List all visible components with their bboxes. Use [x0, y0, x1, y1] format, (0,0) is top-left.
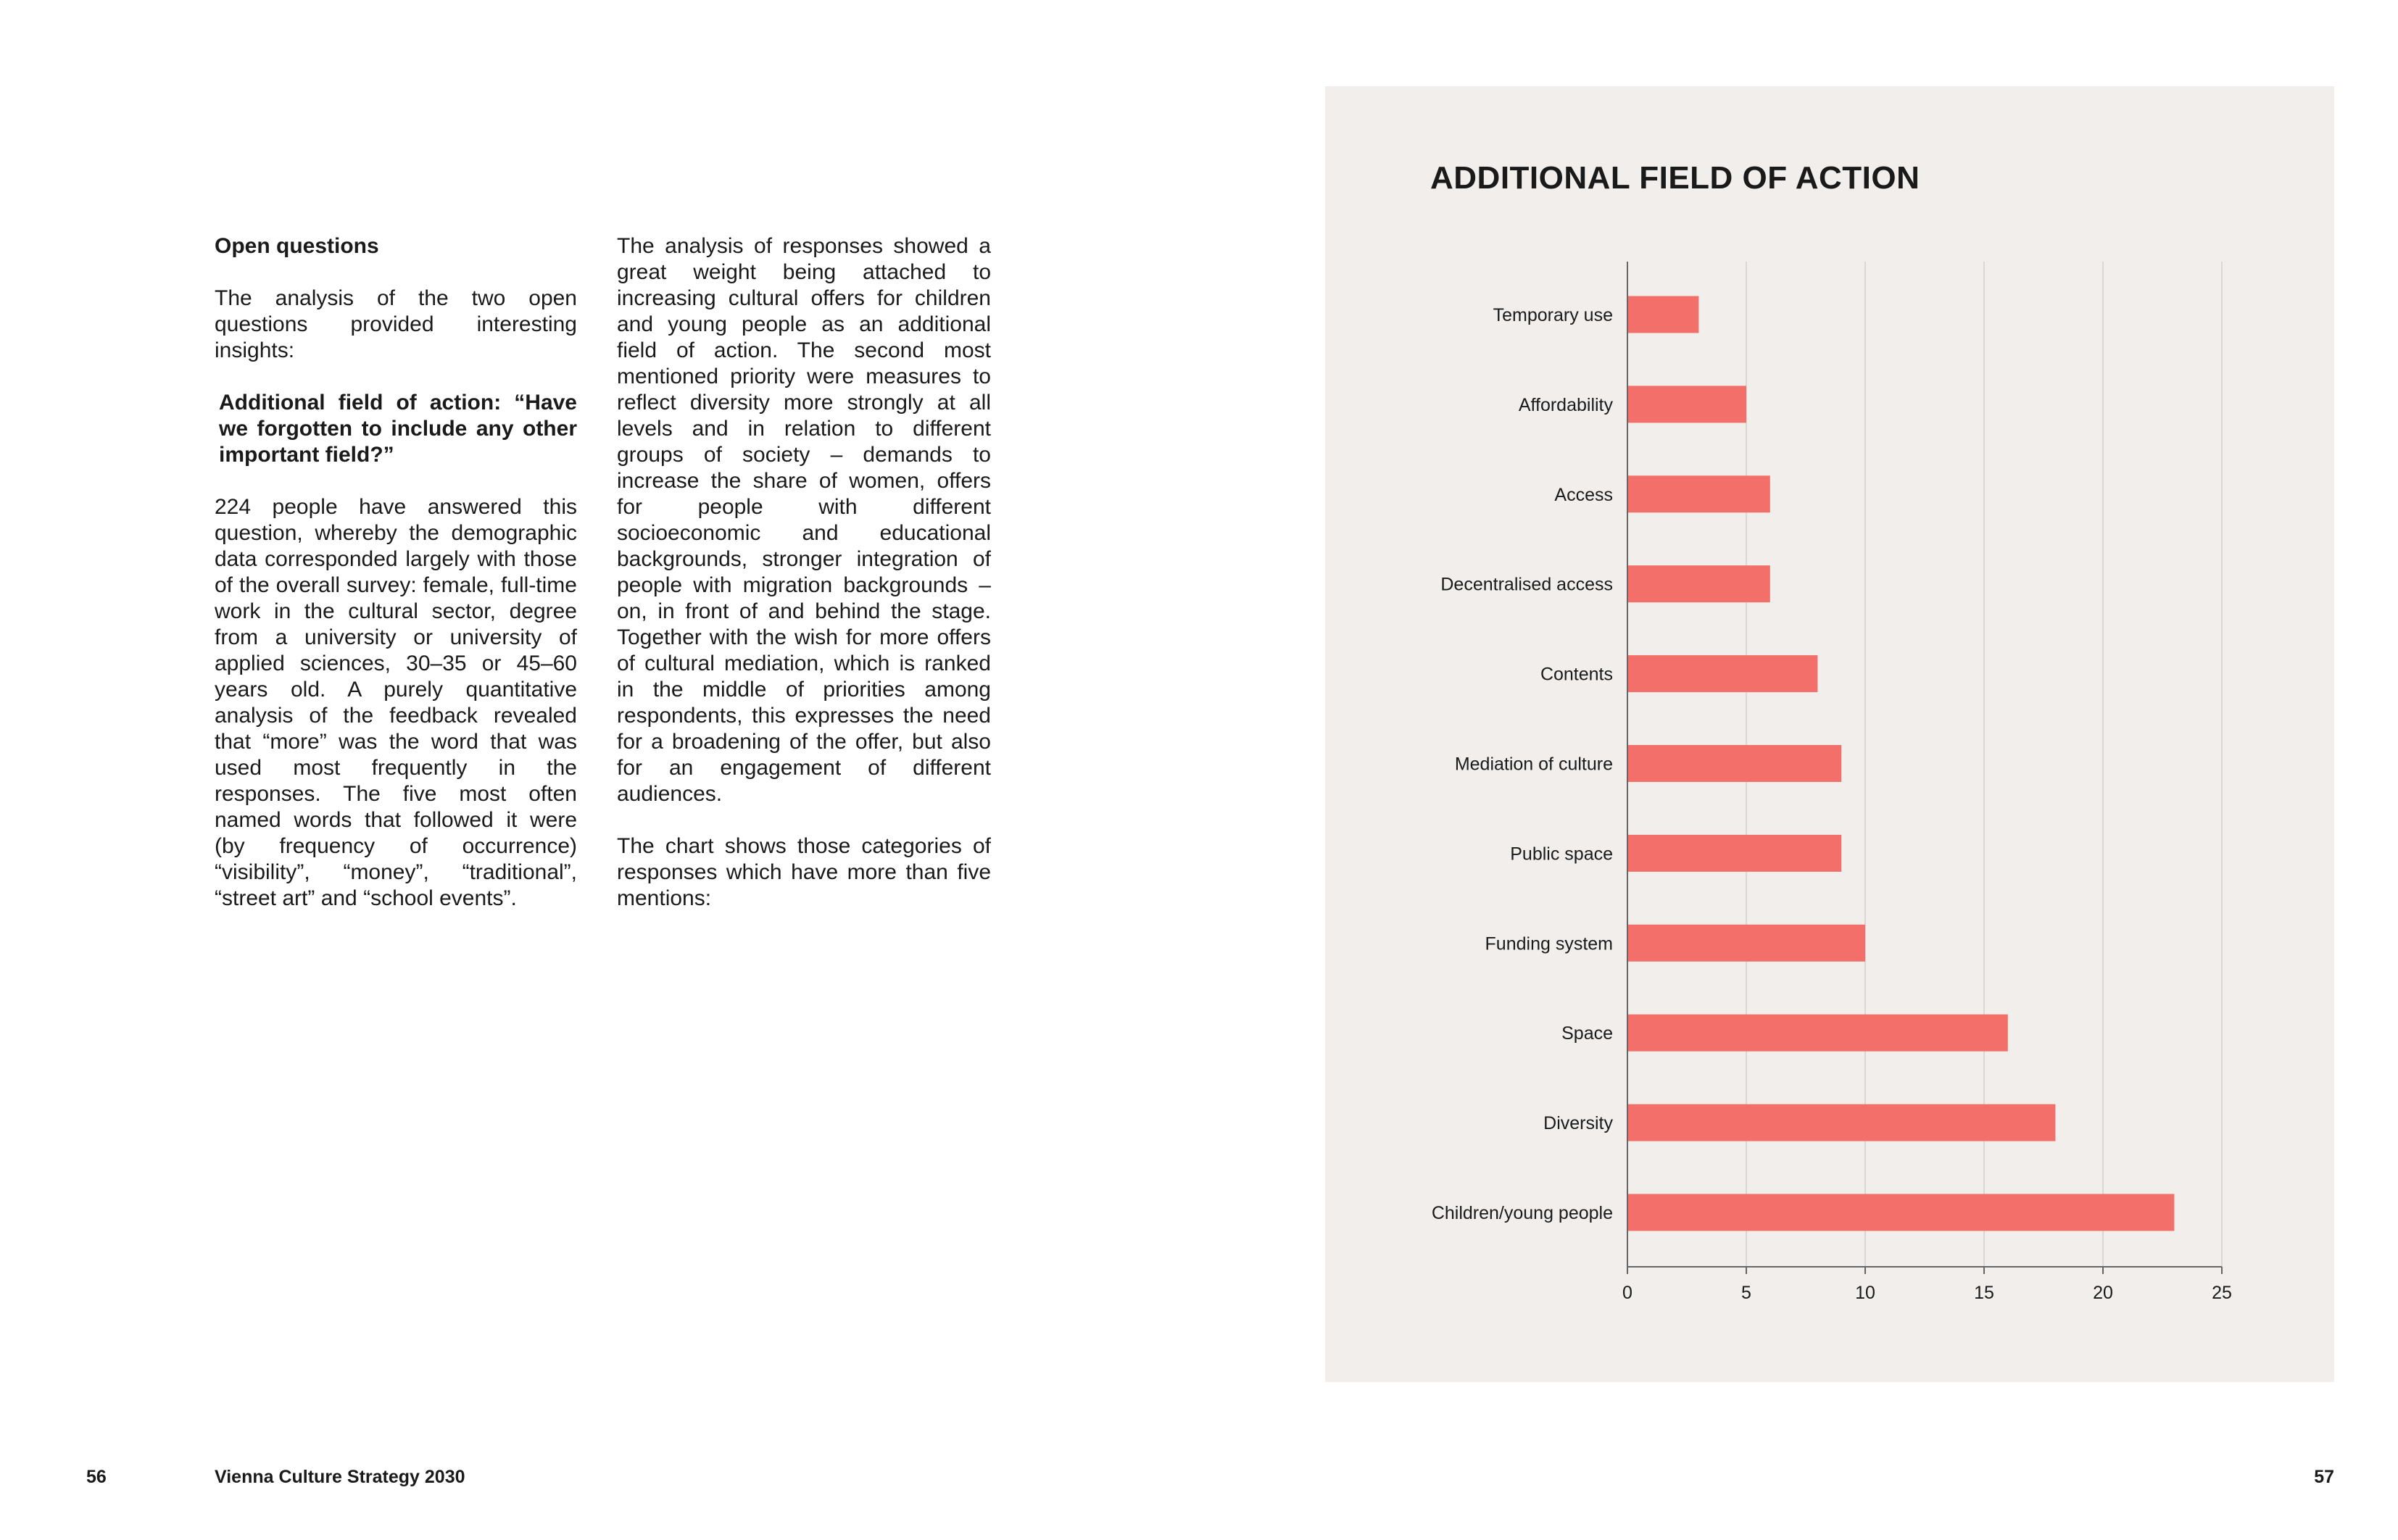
category-label: Affordability — [1518, 394, 1613, 415]
survey-paragraph: 224 people have answered this question, whereby the demographic data corresponded largely with those of the overall survey: female, full-time work in the cultural sector, degree from a university or university of applied sciences, 30–35 or 45–60 years old. A purely quantitative analysis of the feedback revealed that “more” was the word that was used most frequently in the responses. The five most often named words that followed it were (by frequency of occurrence) “visibility”, “money”, “traditional”, “street art” and “school events”. — [215, 495, 577, 910]
chart-title: ADDITIONAL FIELD OF ACTION — [1430, 160, 1920, 196]
category-label: Temporary use — [1493, 305, 1613, 325]
intro-paragraph: The analysis of the two open questions provided interesting insights: — [215, 286, 577, 362]
section-heading: Open questions — [215, 234, 379, 258]
bar — [1628, 835, 1841, 872]
page-number-right: 57 — [2314, 1467, 2334, 1487]
bar — [1628, 1104, 2055, 1141]
bar — [1628, 475, 1770, 512]
category-label: Space — [1561, 1023, 1613, 1044]
bar — [1628, 655, 1817, 692]
bar — [1628, 1194, 2174, 1231]
bar — [1628, 1015, 2008, 1052]
chart-panel — [1325, 86, 2334, 1382]
page-number-left: 56 — [86, 1467, 107, 1487]
middle-text-column — [617, 233, 991, 938]
chart-intro-paragraph: The chart shows those categories of responses which have more than five mentions: — [617, 834, 991, 910]
bar — [1628, 925, 1865, 962]
category-label: Access — [1554, 484, 1613, 505]
category-label: Children/young people — [1431, 1203, 1613, 1223]
bar — [1628, 296, 1698, 333]
bar — [1628, 565, 1770, 602]
bar — [1628, 386, 1746, 423]
category-label: Mediation of culture — [1454, 754, 1613, 775]
x-tick-label: 10 — [1855, 1283, 1875, 1303]
bar-chart — [1325, 86, 2334, 1382]
x-tick-label: 20 — [2093, 1283, 2113, 1303]
analysis-paragraph: The analysis of responses showed a great weight being attached to increasing cultural offers for children and young people as an additional field of action. The second most mentioned priority were measures to reflect diversity more strongly at all levels and in relation to different groups of society – demands to increase the share of women, offers for people with different socioeconomic and educational backgrounds, stronger integration of people with migration backgrounds – on, in front of and behind the stage. Together with the wish for more offers of cultural mediation, which is ranked in the middle of priorities among respondents, this expresses the need for a broadening of the offer, but also for an engagement of different audiences. — [617, 234, 991, 806]
category-label: Diversity — [1543, 1113, 1613, 1134]
x-tick-label: 5 — [1741, 1283, 1751, 1303]
x-tick-label: 15 — [1974, 1283, 1994, 1303]
category-label: Contents — [1540, 664, 1613, 685]
left-text-column — [215, 233, 577, 938]
category-label: Decentralised access — [1440, 574, 1613, 595]
category-label: Public space — [1510, 844, 1613, 865]
document-title: Vienna Culture Strategy 2030 — [215, 1467, 465, 1487]
x-tick-label: 0 — [1622, 1283, 1632, 1303]
x-tick-label: 25 — [2212, 1283, 2232, 1303]
subsection-heading: Additional field of action: “Have we forgotten to include any other important field?” — [219, 391, 577, 467]
category-label: Funding system — [1485, 933, 1613, 954]
bar — [1628, 745, 1841, 782]
